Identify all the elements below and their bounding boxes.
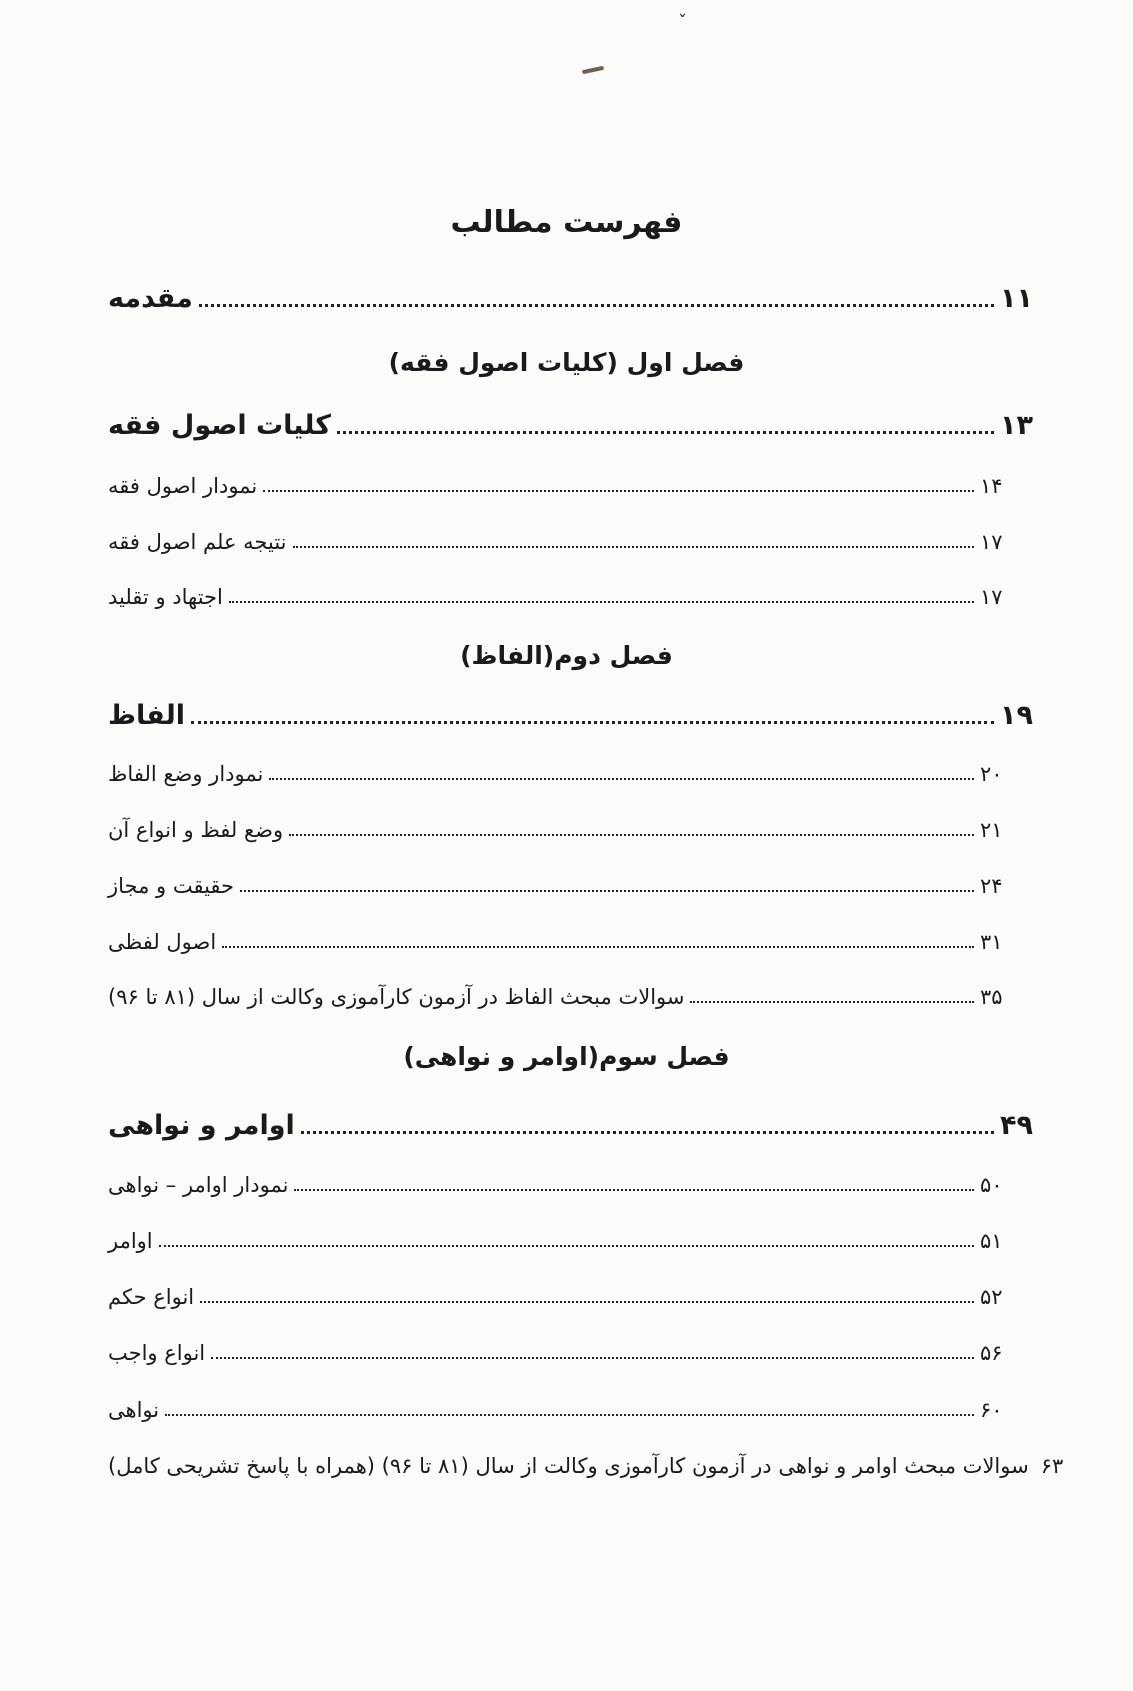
toc-page-number: ۴۹ [1000, 1110, 1033, 1141]
toc-entry-label: انواع واجب [108, 1341, 206, 1365]
toc-entry-label: حقیقت و مجاز [108, 874, 235, 898]
toc-entry[interactable] [108, 585, 1008, 609]
toc-entry[interactable] [108, 1398, 1008, 1422]
toc-page-number: ۱۴ [980, 474, 1003, 498]
toc-page-number: ۱۷ [980, 530, 1003, 554]
toc-entry[interactable] [108, 1341, 1008, 1365]
toc-entry-label: انواع حکم [108, 1285, 195, 1309]
toc-entry[interactable] [108, 762, 1008, 786]
dot-leader [263, 490, 974, 492]
toc-entry[interactable] [108, 1229, 1008, 1253]
dot-leader [269, 778, 974, 780]
dot-leader [200, 1301, 974, 1303]
toc-entry[interactable] [108, 818, 1008, 842]
toc-page-number: ۵۲ [980, 1285, 1003, 1309]
chapter-heading-3: فصل سوم(اوامر و نواهی) [403, 1042, 730, 1071]
toc-title: فهرست مطالب [450, 205, 683, 240]
toc-entry-label: اجتهاد و تقلید [108, 585, 223, 609]
toc-entry-label: کلیات اصول فقه [108, 410, 332, 441]
dot-leader [191, 721, 994, 724]
dot-leader [240, 890, 974, 892]
toc-entry-label: وضع لفظ و انواع آن [108, 818, 284, 842]
toc-entry-label: اوامر و نواهی [108, 1110, 295, 1141]
dot-leader [211, 1357, 974, 1359]
toc-entry-label: مقدمه [108, 283, 193, 314]
toc-entry-label: نتیجه علم اصول فقه [108, 530, 287, 554]
toc-entry[interactable] [108, 874, 1008, 898]
toc-page-number: ۲۴ [980, 874, 1003, 898]
toc-entry[interactable] [108, 985, 1008, 1009]
toc-entry-label: سوالات مبحث الفاظ در آزمون کارآموزی وکالت از سال (۸۱ تا ۹۶) [108, 985, 685, 1009]
toc-entry-label: اوامر [108, 1229, 153, 1253]
dot-leader [690, 1001, 974, 1003]
toc-entry-label: سوالات مبحث اوامر و نواهی در آزمون کارآموزی وکالت از سال (۸۱ تا ۹۶) (همراه با پاسخ تشریحی کامل) [108, 1454, 1029, 1478]
ink-smudge [582, 66, 604, 74]
toc-entry[interactable] [108, 1285, 1008, 1309]
chapter-heading-1: فصل اول (کلیات اصول فقه) [388, 348, 745, 377]
toc-page-number: ۵۱ [980, 1229, 1003, 1253]
toc-entry-main[interactable] [108, 410, 1033, 441]
dot-leader [289, 834, 974, 836]
toc-page-number: ۲۱ [980, 818, 1003, 842]
toc-page-number: ۱۱ [1000, 283, 1033, 314]
top-mark-icon: ˇ [678, 12, 687, 33]
dot-leader [165, 1414, 974, 1416]
toc-page-number: ۳۱ [980, 930, 1003, 954]
dot-leader [199, 304, 994, 307]
toc-entry-label: نواهی [108, 1398, 160, 1422]
toc-entry-label: اصول لفظی [108, 930, 217, 954]
toc-entry[interactable] [108, 1454, 1064, 1478]
toc-page-number: ۶۰ [980, 1398, 1003, 1422]
dot-leader [293, 546, 974, 548]
toc-entry-label: نمودار اوامر – نواهی [108, 1173, 289, 1197]
toc-entry-label: الفاظ [108, 700, 186, 731]
dot-leader [222, 946, 974, 948]
toc-entry-main[interactable] [108, 700, 1033, 731]
chapter-heading-2: فصل دوم(الفاظ) [460, 641, 673, 670]
toc-page-number: ۱۷ [980, 585, 1003, 609]
toc-entry-main[interactable] [108, 1110, 1033, 1141]
toc-entry[interactable] [108, 1173, 1008, 1197]
toc-entry-label: نمودار اصول فقه [108, 474, 258, 498]
dot-leader [229, 601, 974, 603]
toc-page-number: ۱۳ [1000, 410, 1033, 441]
toc-page-number: ۶۳ [1040, 1454, 1064, 1478]
toc-page-number: ۱۹ [1000, 700, 1033, 731]
toc-entry-label: نمودار وضع الفاظ [108, 762, 264, 786]
dot-leader [159, 1245, 974, 1247]
toc-page-number: ۵۶ [980, 1341, 1003, 1365]
dot-leader [301, 1131, 994, 1134]
toc-entry-introduction[interactable] [108, 283, 1033, 314]
dot-leader [337, 431, 994, 434]
dot-leader [294, 1189, 974, 1191]
toc-entry[interactable] [108, 930, 1008, 954]
toc-page-number: ۲۰ [980, 762, 1003, 786]
toc-page-number: ۳۵ [980, 985, 1003, 1009]
toc-entry[interactable] [108, 530, 1008, 554]
toc-page-number: ۵۰ [980, 1173, 1003, 1197]
toc-entry[interactable] [108, 474, 1008, 498]
